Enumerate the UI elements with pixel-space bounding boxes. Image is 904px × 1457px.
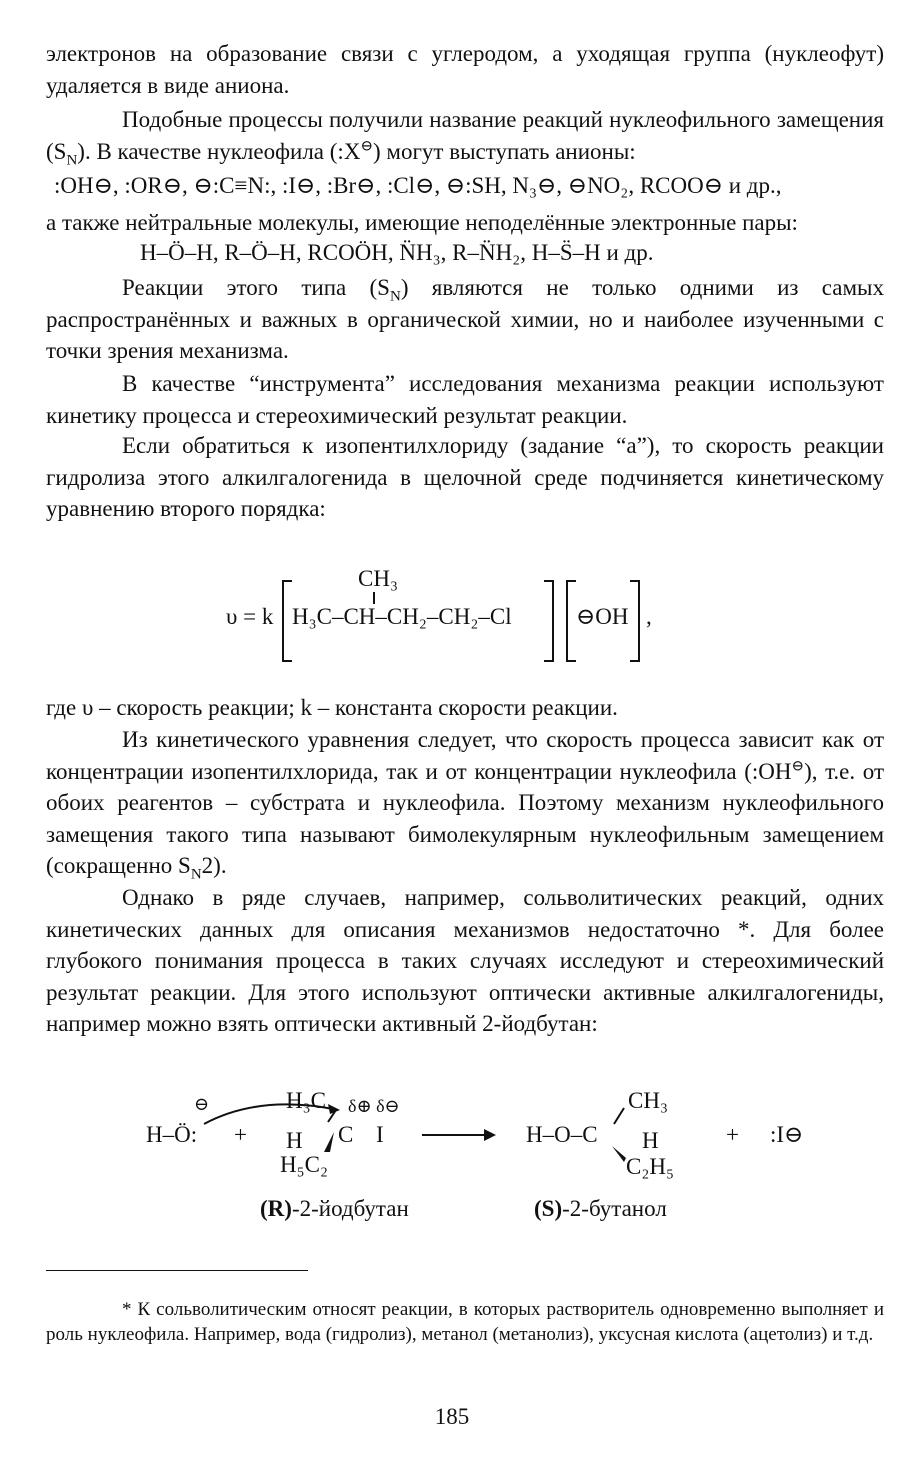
footnote-divider bbox=[46, 1270, 308, 1271]
partial-charges: δ⊕ δ⊖ bbox=[348, 1096, 400, 1116]
neutral-list: H–Ö–H, R–Ö–H, RCOÖH, N̈H₃, R–N̈H₂, H–S̈–H и др. bbox=[140, 240, 654, 265]
equation-chain: H₃C–CH–CH₂–CH₂–Cl bbox=[292, 604, 512, 629]
paragraph-5: Если обратиться к изопентилхлориду (задание “а”), то скорость реакции гидролиза этого алкилгалогенида в щелочной среде подчиняется кинетическому уравнению второго порядка: bbox=[46, 433, 884, 522]
leaving-iodine: I bbox=[376, 1122, 384, 1147]
label-reactant: (R)-2-йодбутан bbox=[260, 1196, 409, 1221]
product-c2h5: C₂H₅ bbox=[626, 1154, 674, 1179]
substituent-h5c2: H₅C₂ bbox=[280, 1152, 328, 1177]
anion-list: :OH⊖, :OR⊖, ⊖:C≡N:, :I⊖, :Br⊖, :Cl⊖, ⊖:SH, N₃⊖, ⊖NO₂, RCOO⊖ и др., bbox=[54, 173, 782, 198]
label-product: (S)-2-бутанол bbox=[534, 1196, 667, 1221]
product-ch3: CH₃ bbox=[628, 1088, 668, 1113]
nucleophile: H–Ö: bbox=[146, 1122, 198, 1147]
iodide: :I⊖ bbox=[770, 1122, 804, 1147]
equation-comma: , bbox=[646, 604, 652, 629]
paragraph-4: В качестве “инструмента” исследования механизма реакции используют кинетику процесса и стереохимический результат реакции. bbox=[46, 371, 884, 428]
substituent-h: H bbox=[286, 1128, 303, 1153]
plus-1: + bbox=[234, 1122, 247, 1147]
product-core: H–O–C bbox=[526, 1122, 598, 1147]
product-h: H bbox=[642, 1128, 659, 1153]
product-bonds bbox=[602, 1106, 628, 1166]
equation-lhs: υ = k bbox=[226, 604, 274, 629]
reaction-arrow-head bbox=[484, 1129, 496, 1141]
methyl-bond bbox=[373, 592, 375, 604]
paragraph-6: где υ – скорость реакции; k – константа скорости реакции. bbox=[46, 695, 618, 720]
bracket-left-1 bbox=[282, 580, 292, 662]
reaction-center-c: C bbox=[338, 1122, 354, 1147]
reaction-arrow bbox=[422, 1134, 486, 1136]
paragraph-7: Из кинетического уравнения следует, что скорость процесса зависит как от концентрации изопентилхлорида, так и от концентрации нуклеофила (:OH⊖), т.е. от обоих реагентов – субстрата и нуклеофила. Поэтому механизм нуклеофильного замещения такого типа называют бимолекулярным нуклеофильным замещением (сокращенно $S_N2$). bbox=[46, 727, 884, 883]
paragraph-2: Подобные процессы получили название реакций нуклеофильного замещения $(S_N)$. В качестве нуклеофила (:X⊖) могут выступать анионы: bbox=[46, 107, 884, 169]
bracket-right-1 bbox=[544, 580, 554, 662]
plus-2: + bbox=[726, 1122, 739, 1147]
equation-ch3: CH₃ bbox=[358, 566, 398, 591]
bracket-left-2 bbox=[566, 580, 576, 662]
paragraph-1: электронов на образование связи с углеродом, а уходящая группа (нуклеофут) удаляется в виде аниона. bbox=[46, 41, 884, 98]
neutral-intro: а также нейтральные молекулы, имеющие неподелённые электронные пары: bbox=[46, 210, 798, 235]
stereo-bonds bbox=[312, 1108, 342, 1156]
paragraph-3: Реакции этого типа $(S_N)$ являются не только одними из самых распространённых и важных в органической химии, но и наиболее изученными с точки зрения механизма. bbox=[46, 275, 884, 364]
page-number: 185 bbox=[434, 1404, 470, 1429]
nucleophile-charge: ⊖ bbox=[194, 1094, 210, 1114]
substituent-h3c: H₃C bbox=[286, 1088, 326, 1113]
equation-oh: ⊖OH bbox=[576, 604, 629, 629]
bracket-right-2 bbox=[630, 580, 640, 662]
paragraph-8: Однако в ряде случаев, например, сольволитических реакций, одних кинетических данных для описания механизмов недостаточно *. Для более глубокого понимания процесса в таких случаях исследуют и стереохимический результат реакции. Для этого используют оптически активные алкилгалогениды, например можно взять оптически активный 2-йодбутан: bbox=[46, 885, 884, 1037]
footnote: * К сольволитическим относят реакции, в которых растворитель одновременно выполняет и роль нуклеофила. Например, вода (гидролиз), метанол (метанолиз), уксусная кислота (ацетолиз) и т.д. bbox=[46, 1299, 884, 1345]
